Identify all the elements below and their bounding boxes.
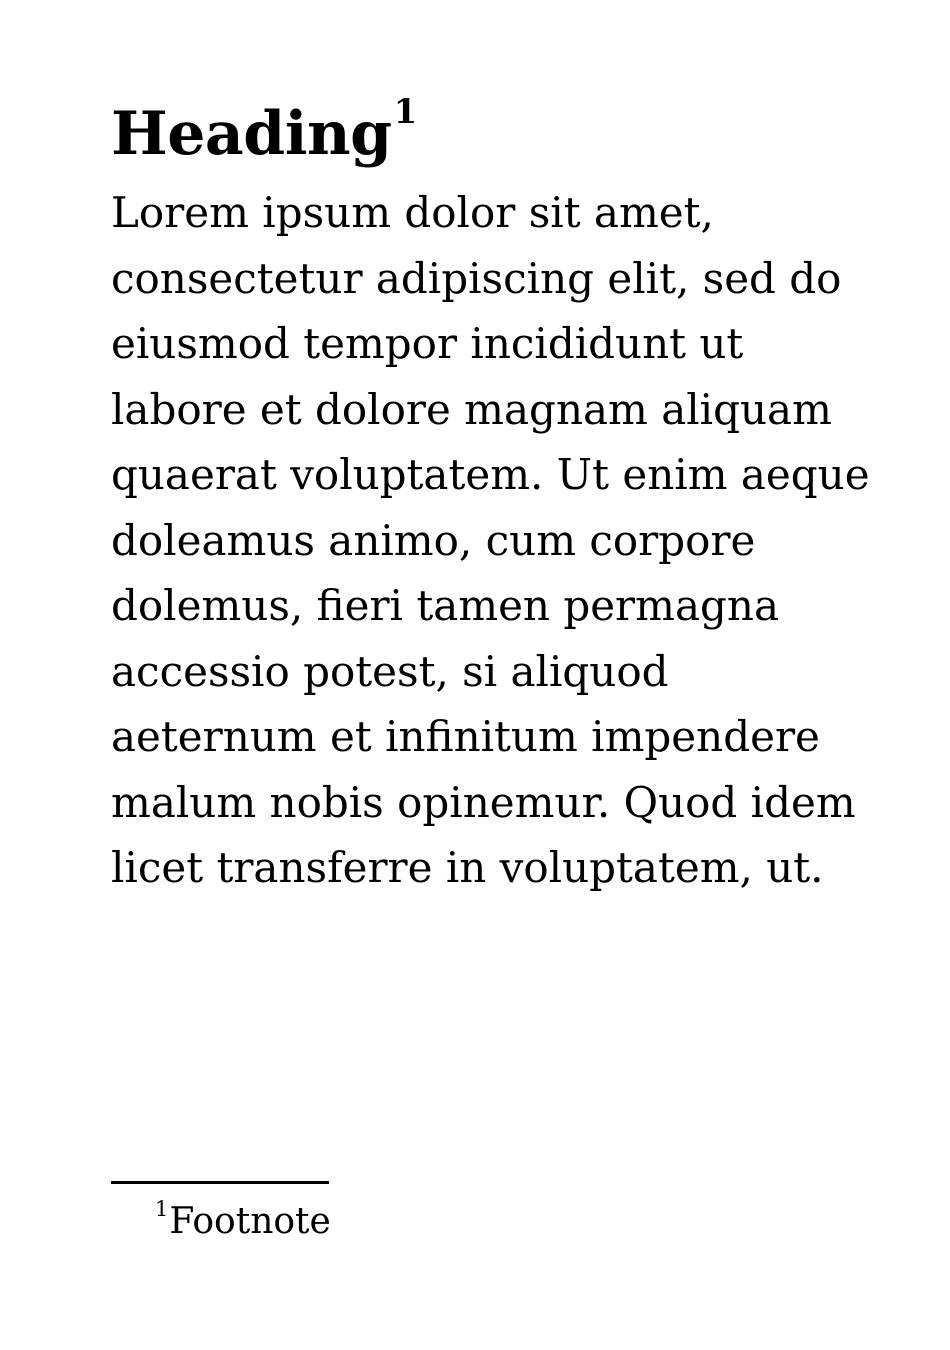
- footnote: [155, 1197, 331, 1244]
- heading-text: Heading: [111, 99, 392, 169]
- body-line: aeternum et infinitum impendere: [111, 712, 820, 761]
- footnote-divider: [111, 1181, 329, 1184]
- body-line: consectetur adipiscing elit, sed do: [111, 253, 842, 303]
- body-line: accessio potest, si aliquod: [111, 646, 669, 696]
- body-line: dolemus, fieri tamen permagna: [111, 581, 779, 630]
- body-line: doleamus animo, cum corpore: [111, 515, 756, 565]
- footnote-text: Footnote: [169, 1201, 331, 1242]
- page-heading: [111, 92, 417, 176]
- body-line: eiusmod tempor incididunt ut: [111, 319, 744, 368]
- body-line: quaerat voluptatem. Ut enim aeque: [111, 450, 870, 499]
- body-line: labore et dolore magnam aliquam: [111, 384, 832, 434]
- footnote-marker: 1: [155, 1197, 169, 1222]
- heading-footnote-marker[interactable]: 1: [393, 92, 417, 133]
- body-paragraph: [111, 180, 870, 901]
- body-line: Lorem ipsum dolor sit amet,: [111, 188, 714, 237]
- body-line: licet transferre in voluptatem, ut.: [111, 843, 824, 892]
- body-line: malum nobis opinemur. Quod idem: [111, 777, 856, 827]
